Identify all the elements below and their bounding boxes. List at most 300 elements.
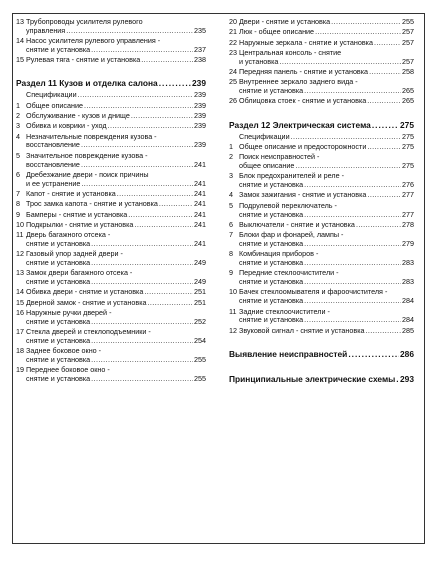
toc-page-number: 237: [194, 44, 206, 54]
section-gap: [16, 66, 206, 75]
toc-entry-number: 8: [16, 199, 20, 209]
toc-entry-number: 11: [16, 230, 24, 240]
toc-entry-title: Газовый упор задней двери -: [26, 249, 123, 259]
toc-entry-title: Переднее боковое окно -: [26, 365, 110, 375]
toc-entry-line: [16, 240, 206, 249]
toc-entry-title: Дверь багажного отсека -: [26, 230, 111, 240]
toc-page-number: 284: [402, 315, 414, 325]
toc-entry-number: 5: [229, 200, 233, 210]
toc-entry-number: 3: [229, 171, 233, 181]
toc-entry[interactable]: [229, 250, 414, 268]
toc-entry-line: [16, 375, 206, 384]
toc-entry-title: Дверной замок - снятие и установка: [26, 297, 147, 307]
toc-entry-line: [16, 211, 206, 220]
toc-entry[interactable]: [16, 211, 206, 220]
toc-leader-dots: [367, 143, 401, 152]
toc-leader-dots: [128, 211, 193, 220]
toc-leader-dots: [159, 78, 191, 88]
toc-entry[interactable]: [229, 39, 414, 48]
toc-page-number: 238: [194, 55, 206, 65]
toc-page-number: 257: [402, 56, 414, 66]
toc-leader-dots: [91, 375, 193, 384]
toc-leader-dots: [304, 181, 401, 190]
toc-entry-title: снятие и установка: [239, 277, 304, 287]
toc-page-number: 239: [194, 100, 206, 110]
toc-entry-number: 7: [16, 188, 20, 198]
toc-entry[interactable]: [229, 68, 414, 77]
toc-entry[interactable]: [16, 231, 206, 249]
toc-page-number: 275: [402, 161, 414, 171]
toc-entry-line: [16, 122, 206, 131]
toc-entry-title: Наружные зеркала - снятие и установка: [239, 37, 373, 47]
toc-entry-number: 26: [229, 96, 237, 106]
toc-leader-dots: [369, 68, 401, 77]
toc-page-number: 241: [194, 199, 206, 209]
toc-page-number: 251: [194, 297, 206, 307]
toc-entry-title: Обивка двери - снятие и установка: [26, 287, 144, 297]
toc-page-number: 254: [194, 335, 206, 345]
toc-leader-dots: [304, 240, 401, 249]
toc-entry-line: [16, 259, 206, 268]
toc-page-number: 279: [402, 238, 414, 248]
toc-entry-title: снятие и установка: [26, 238, 91, 248]
toc-leader-dots: [91, 337, 193, 346]
toc-page-number: 249: [194, 258, 206, 268]
toc-entry-title: Облицовка стоек - снятие и установка: [239, 96, 367, 106]
toc-entry[interactable]: [229, 269, 414, 287]
toc-entry-number: 21: [229, 27, 237, 37]
toc-entry[interactable]: [16, 152, 206, 170]
toc-entry-number: 13: [16, 268, 24, 278]
toc-entry-title: снятие и установка: [26, 355, 91, 364]
toc-entry[interactable]: [229, 231, 414, 249]
toc-entry-line: [229, 191, 414, 200]
toc-entry-title: Блок предохранителей и реле -: [239, 171, 344, 181]
toc-leader-dots: [131, 112, 193, 121]
toc-entry-title: Бачек стеклоомывателя и фароочистителя -: [239, 287, 388, 297]
toc-entry-title: снятие и установка: [26, 335, 91, 345]
toc-page-number: 258: [402, 66, 414, 76]
toc-page-number: 283: [402, 277, 414, 287]
toc-entry-line: [229, 278, 414, 287]
section-title: Выявление неисправностей: [229, 348, 348, 359]
toc-entry-line: [229, 297, 414, 306]
toc-entry-title: Задние стеклоочистители -: [239, 306, 330, 316]
toc-entry-line: [229, 28, 414, 37]
toc-entry-number: 23: [229, 47, 237, 57]
toc-page-number: 284: [402, 296, 414, 306]
toc-entry-title: снятие и установка: [239, 238, 304, 248]
toc-entry-number: 9: [229, 268, 233, 278]
toc-entry[interactable]: [16, 269, 206, 287]
toc-entry-number: 15: [16, 297, 24, 307]
toc-entry-title: Обивка и коврики - уход: [26, 121, 107, 131]
toc-entry-title: Заднее боковое окно -: [26, 346, 102, 356]
toc-entry-number: 12: [229, 325, 237, 335]
toc-entry-title: Насос усилителя рулевого управления -: [26, 36, 161, 46]
toc-entry-title: снятие и установка: [26, 258, 91, 268]
toc-entry-title: общее описание: [239, 161, 295, 171]
toc-entry-line: [229, 327, 414, 336]
toc-page-number: 252: [194, 316, 206, 326]
toc-entry-title: снятие и установка: [239, 86, 304, 96]
toc-entry-number: 2: [229, 152, 233, 162]
toc-entry-title: Трос замка капота - снятие и установка: [26, 199, 158, 209]
toc-entry-line: [16, 141, 206, 150]
toc-entry-number: 7: [229, 230, 233, 240]
toc-entry-line: [16, 278, 206, 287]
toc-leader-dots: [304, 316, 401, 325]
toc-entry-line: [229, 68, 414, 77]
toc-entry[interactable]: [16, 288, 206, 297]
toc-entry-line: [229, 87, 414, 96]
toc-leader-dots: [81, 141, 193, 150]
toc-leader-dots: [348, 349, 399, 359]
toc-leader-dots: [78, 91, 193, 100]
toc-entry-number: 3: [16, 121, 20, 131]
toc-entry[interactable]: [229, 172, 414, 190]
toc-entry-line: [229, 58, 414, 67]
toc-entry[interactable]: [229, 28, 414, 37]
toc-leader-dots: [367, 97, 401, 106]
toc-entry-number: 18: [16, 346, 24, 356]
toc-entry[interactable]: [229, 133, 414, 142]
toc-entry-line: [229, 240, 414, 249]
toc-entry-title: Выключатели - снятие и установка: [239, 219, 355, 229]
toc-column-right: [229, 18, 414, 387]
toc-entry-line: [229, 143, 414, 152]
section-heading[interactable]: [229, 349, 414, 359]
toc-entry-line: [16, 56, 206, 65]
toc-entry[interactable]: [229, 327, 414, 336]
toc-entry[interactable]: [16, 112, 206, 121]
toc-entry-title: Передняя панель - снятие и установка: [239, 66, 369, 76]
toc-entry[interactable]: [229, 18, 414, 27]
toc-entry[interactable]: [229, 97, 414, 106]
toc-leader-dots: [66, 27, 193, 36]
toc-leader-dots: [291, 133, 401, 142]
toc-entry[interactable]: [16, 200, 206, 209]
toc-entry-line: [16, 112, 206, 121]
toc-leader-dots: [91, 356, 193, 365]
toc-entry-line: [16, 200, 206, 209]
toc-entry-title: Капот - снятие и установка: [26, 188, 116, 198]
toc-entry-title: и установка: [239, 56, 279, 66]
toc-page-number: 255: [194, 374, 206, 384]
toc-entry-line: [229, 221, 414, 230]
toc-column-left: [16, 18, 206, 385]
toc-leader-dots: [366, 327, 401, 336]
toc-page-number: 241: [194, 219, 206, 229]
toc-entry-number: 1: [16, 100, 20, 110]
toc-entry[interactable]: [16, 299, 206, 308]
section-page-number: 293: [400, 373, 414, 384]
toc-entry[interactable]: [16, 347, 206, 365]
toc-leader-dots: [81, 180, 193, 189]
toc-entry[interactable]: [16, 91, 206, 100]
toc-entry[interactable]: [16, 366, 206, 384]
toc-entry-title: снятие и установка: [26, 374, 91, 384]
toc-page-number: 285: [402, 325, 414, 335]
toc-entry[interactable]: [16, 122, 206, 131]
section-gap: [229, 108, 414, 117]
toc-entry-title: Подрулевой переключатель -: [239, 200, 337, 210]
section-title: Принципиальные электрические схемы: [229, 373, 396, 384]
toc-page-number: 251: [194, 287, 206, 297]
toc-entry-title: Трубопроводы усилителя рулевого: [26, 17, 143, 26]
toc-entry-title: Наружные ручки дверей -: [26, 308, 112, 318]
toc-entry-line: [229, 133, 414, 142]
toc-entry-number: 24: [229, 66, 237, 76]
section-heading[interactable]: [229, 120, 414, 130]
toc-page-number: 241: [194, 238, 206, 248]
section-heading[interactable]: [229, 374, 414, 384]
toc-entry-number: 11: [229, 306, 237, 316]
toc-entry-line: [16, 288, 206, 297]
toc-entry-number: 5: [16, 150, 20, 160]
toc-entry-line: [16, 27, 206, 36]
toc-page-number: 235: [194, 25, 206, 35]
toc-entry-line: [229, 18, 414, 27]
toc-entry[interactable]: [16, 221, 206, 230]
toc-entry-line: [229, 162, 414, 171]
toc-leader-dots: [108, 122, 193, 131]
toc-leader-dots: [117, 190, 193, 199]
toc-entry-title: Общее описание: [26, 100, 84, 110]
toc-entry-line: [16, 337, 206, 346]
toc-entry[interactable]: [16, 56, 206, 65]
toc-entry-title: Звуковой сигнал - снятие и установка: [239, 325, 365, 335]
toc-entry-title: Стекла дверей и стеклоподъемники -: [26, 327, 151, 337]
toc-entry-title: Замок двери багажного отсека -: [26, 268, 133, 278]
toc-entry-line: [16, 102, 206, 111]
toc-entry-line: [229, 316, 414, 325]
toc-leader-dots: [91, 259, 193, 268]
toc-entry[interactable]: [16, 250, 206, 268]
toc-entry[interactable]: [229, 78, 414, 96]
toc-entry-number: 15: [16, 55, 24, 65]
toc-entry-number: 12: [16, 249, 24, 259]
toc-leader-dots: [331, 18, 401, 27]
toc-entry[interactable]: [229, 143, 414, 152]
toc-entry-title: Незначительные повреждения кузова -: [26, 131, 157, 141]
toc-page-number: 257: [402, 27, 414, 37]
toc-entry-title: Блоки фар и фонарей, лампы -: [239, 230, 344, 240]
toc-entry-title: снятие и установка: [26, 44, 91, 54]
toc-entry-number: 16: [16, 308, 24, 318]
toc-page-number: 249: [194, 277, 206, 287]
toc-page-number: 278: [402, 219, 414, 229]
toc-entry-title: снятие и установка: [239, 258, 304, 268]
toc-entry[interactable]: [229, 288, 414, 306]
toc-leader-dots: [141, 56, 193, 65]
toc-entry-title: Спецификации: [26, 90, 77, 100]
toc-entry-line: [16, 161, 206, 170]
toc-entry-title: Передние стеклоочистители -: [239, 268, 339, 278]
section-title: Раздел 12 Электрическая система: [229, 119, 371, 130]
toc-leader-dots: [279, 58, 401, 67]
toc-entry[interactable]: [16, 190, 206, 199]
toc-page-number: 275: [402, 141, 414, 151]
toc-entry-title: Общее описание и предосторожности: [239, 141, 367, 151]
toc-leader-dots: [396, 374, 399, 384]
toc-page-number: 241: [194, 209, 206, 219]
toc-entry-line: [229, 181, 414, 190]
toc-leader-dots: [148, 299, 193, 308]
toc-entry[interactable]: [16, 133, 206, 151]
toc-page-number: 241: [194, 188, 206, 198]
toc-leader-dots: [91, 46, 193, 55]
toc-entry-title: Комбинация приборов -: [239, 249, 319, 259]
toc-page-number: 275: [402, 131, 414, 141]
toc-page-number: 283: [402, 258, 414, 268]
toc-page-number: 255: [402, 17, 414, 26]
toc-leader-dots: [304, 259, 401, 268]
toc-entry-number: 2: [16, 111, 20, 121]
toc-entry-title: снятие и установка: [239, 209, 304, 219]
toc-entry-line: [16, 91, 206, 100]
toc-entry-title: управления: [26, 25, 66, 35]
toc-entry-title: Бамперы - снятие и установка: [26, 209, 128, 219]
toc-leader-dots: [91, 318, 193, 327]
toc-entry-number: 4: [16, 131, 20, 141]
toc-entry-title: снятие и установка: [26, 316, 91, 326]
toc-entry-number: 9: [16, 209, 20, 219]
toc-entry[interactable]: [16, 18, 206, 36]
toc-entry[interactable]: [229, 153, 414, 171]
toc-page-number: 239: [194, 140, 206, 150]
toc-leader-dots: [144, 288, 193, 297]
toc-entry-title: Значительное повреждение кузова -: [26, 150, 148, 160]
toc-entry[interactable]: [16, 102, 206, 111]
toc-entry-title: восстановление: [26, 140, 80, 150]
toc-entry[interactable]: [229, 308, 414, 326]
toc-leader-dots: [159, 200, 193, 209]
toc-page-number: 257: [402, 37, 414, 47]
toc-entry-number: 10: [229, 287, 237, 297]
toc-page-number: 277: [402, 190, 414, 200]
section-page-number: 239: [192, 78, 206, 89]
toc-entry-title: снятие и установка: [239, 296, 304, 306]
section-page-number: 286: [400, 348, 414, 359]
toc-leader-dots: [304, 278, 401, 287]
toc-entry-number: 17: [16, 327, 24, 337]
toc-page-number: 265: [402, 96, 414, 106]
toc-entry-number: 6: [229, 219, 233, 229]
toc-entry-line: [229, 211, 414, 220]
toc-entry-number: 1: [229, 141, 233, 151]
section-heading[interactable]: [16, 78, 206, 88]
toc-leader-dots: [91, 278, 193, 287]
toc-leader-dots: [304, 297, 401, 306]
toc-entry-title: снятие и установка: [239, 180, 304, 190]
toc-entry-line: [16, 299, 206, 308]
toc-entry-title: Двери - снятие и установка: [239, 17, 331, 26]
toc-leader-dots: [315, 28, 401, 37]
toc-entry-title: Поиск неисправностей -: [239, 152, 320, 162]
section-page-number: 275: [400, 119, 414, 130]
toc-leader-dots: [84, 102, 193, 111]
toc-entry[interactable]: [16, 171, 206, 189]
toc-entry-number: 4: [229, 190, 233, 200]
toc-entry-line: [229, 259, 414, 268]
toc-entry-title: восстановление: [26, 159, 80, 169]
section-title: Раздел 11 Кузов и отделка салона: [16, 78, 158, 89]
toc-entry-number: 25: [229, 77, 237, 87]
toc-entry-number: 19: [16, 365, 24, 375]
toc-entry-number: 10: [16, 219, 24, 229]
section-gap: [229, 362, 414, 371]
toc-page-number: 265: [402, 86, 414, 96]
toc-entry-line: [16, 190, 206, 199]
toc-entry[interactable]: [229, 202, 414, 220]
toc-page-number: 277: [402, 209, 414, 219]
toc-entry-title: Люк - общее описание: [239, 27, 315, 37]
toc-leader-dots: [356, 221, 401, 230]
toc-entry[interactable]: [16, 309, 206, 327]
toc-leader-dots: [304, 211, 401, 220]
toc-entry[interactable]: [16, 328, 206, 346]
toc-leader-dots: [81, 161, 193, 170]
toc-entry-line: [229, 97, 414, 106]
toc-entry-title: Рулевая тяга - снятие и установка: [26, 55, 141, 65]
toc-leader-dots: [91, 240, 193, 249]
toc-leader-dots: [304, 87, 401, 96]
toc-entry-title: Подкрылки - снятие и установка: [26, 219, 134, 229]
toc-entry-title: Центральная консоль - снятие: [239, 47, 342, 57]
toc-page-number: 239: [194, 90, 206, 100]
toc-entry-title: снятие и установка: [26, 277, 91, 287]
toc-page-number: 276: [402, 180, 414, 190]
toc-page-number: 255: [194, 355, 206, 364]
toc-entry-title: Замок зажигания - снятие и установка: [239, 190, 367, 200]
toc-entry-line: [16, 318, 206, 327]
toc-entry-line: [16, 180, 206, 189]
toc-entry-number: 22: [229, 37, 237, 47]
toc-entry-title: и ее устранение: [26, 178, 81, 188]
section-gap: [229, 337, 414, 346]
toc-page-number: 241: [194, 178, 206, 188]
toc-entry-number: 14: [16, 287, 24, 297]
toc-entry-title: Дребезжание двери - поиск причины: [26, 169, 149, 179]
toc-page-number: 239: [194, 111, 206, 121]
toc-entry-number: 13: [16, 17, 24, 26]
toc-entry-number: 20: [229, 17, 237, 26]
toc-page-number: 241: [194, 159, 206, 169]
toc-entry-title: Внутреннее зеркало заднего вида -: [239, 77, 358, 87]
toc-leader-dots: [295, 162, 401, 171]
toc-entry-line: [16, 46, 206, 55]
toc-entry-number: 8: [229, 249, 233, 259]
toc-leader-dots: [374, 39, 401, 48]
toc-entry-line: [16, 221, 206, 230]
toc-entry-number: 6: [16, 169, 20, 179]
toc-entry-number: 14: [16, 36, 24, 46]
toc-entry-line: [16, 356, 206, 365]
toc-leader-dots: [134, 221, 193, 230]
toc-leader-dots: [367, 191, 401, 200]
toc-entry[interactable]: [229, 49, 414, 67]
toc-page-number: 239: [194, 121, 206, 131]
toc-entry-title: снятие и установка: [239, 315, 304, 325]
toc-entry[interactable]: [16, 37, 206, 55]
toc-entry[interactable]: [229, 191, 414, 200]
toc-leader-dots: [372, 120, 399, 130]
toc-entry-title: Обслуживание - кузов и днище: [26, 111, 130, 121]
toc-entry-title: Спецификации: [239, 131, 290, 141]
toc-entry-line: [229, 39, 414, 48]
toc-entry[interactable]: [229, 221, 414, 230]
